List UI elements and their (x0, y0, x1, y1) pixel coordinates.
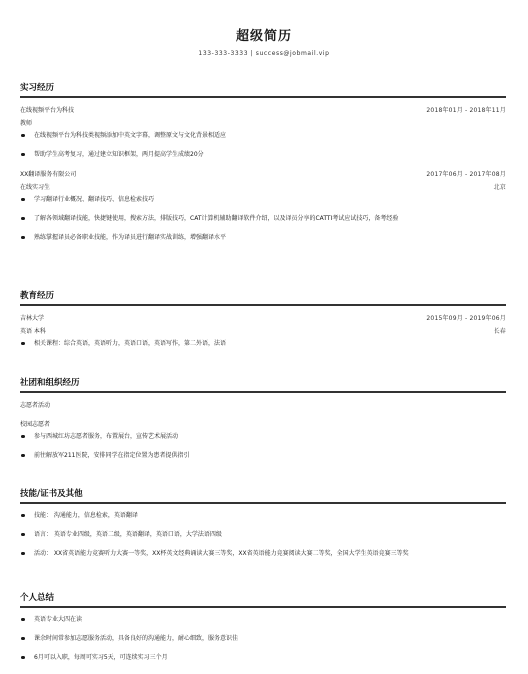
bullet-icon (21, 656, 25, 660)
list-item: 熟练掌握译员必备职业技能，作为译员进行翻译实战训练，增强翻译水平 (20, 232, 506, 251)
education-location: 长春 (493, 327, 506, 335)
bullet-icon (21, 217, 25, 221)
list-item: 学习翻译行业概况、翻译技巧、信息检索技巧 (20, 194, 506, 213)
degree: 英语 本科 (20, 327, 46, 335)
education-dates: 2015年09月 - 2019年06月 (426, 314, 506, 322)
bullet-icon (21, 533, 25, 537)
section-internship (20, 82, 506, 251)
list-item: 了解各领域翻译技能，快捷键使用，搜索方法，排版技巧，CAT计算机辅助翻译软件介绍，以及译员分享的CATTI考试应试技巧，备考经验 (20, 213, 506, 232)
activity-role: 校园志愿者 (20, 420, 51, 428)
section-divider (20, 502, 506, 504)
job-dates: 2018年01月 - 2018年11月 (426, 106, 506, 114)
section-title-education: 教育经历 (20, 291, 55, 301)
list-item: 语言： 英语专业四级，英语二级，英语翻译，英语口语，大学法语四级 (20, 529, 506, 548)
list-item: 活动： XX省英语能力竞赛听力大赛一等奖，XX杯英文经典诵读大赛三等奖，XX省英语能力竞赛阅读大赛二等奖，全国大学生英语竞赛三等奖 (20, 548, 506, 567)
job-location: 北京 (493, 183, 506, 191)
section-activities (20, 377, 506, 469)
job-role: 教师 (20, 119, 33, 127)
list-item: 在线视频平台为科技类视频添加中英文字幕，调整原文与文化背景相适应 (20, 130, 506, 149)
company-name: XX翻译服务有限公司 (20, 170, 77, 178)
section-divider (20, 606, 506, 608)
bullet-icon (21, 618, 25, 622)
list-item: 前往解放军211医院，安排同学在指定位置为患者提供指引 (20, 450, 506, 469)
job-header-row (20, 168, 506, 181)
bullet-icon (21, 435, 25, 439)
bullet-icon (21, 342, 25, 346)
list-item: 课余时间常参加志愿服务活动，具备良好的沟通能力，耐心细致，服务意识佳 (20, 633, 506, 652)
section-education (20, 290, 506, 355)
list-item: 参与西城红坊志愿者服务，布置展台，宣传艺术展活动 (20, 431, 506, 450)
section-skills (20, 488, 506, 567)
section-divider (20, 304, 506, 306)
bullet-icon (21, 236, 25, 240)
bullet-icon (21, 454, 25, 458)
degree-row (20, 325, 506, 338)
list-item: 帮助学生高考复习，通过建立知识框架，两月提高学生成绩20分 (20, 149, 506, 168)
contact-line: 133-333-3333 | success@jobmail.vip (198, 50, 330, 57)
bullet-icon (21, 637, 25, 641)
bullet-icon (21, 514, 25, 518)
section-title-activities: 社团和组织经历 (20, 378, 80, 388)
school-name: 吉林大学 (20, 314, 45, 322)
list-item: 相关课程：综合英语，英语听力，英语口语，英语写作，第二外语，法语 (20, 338, 506, 355)
section-summary (20, 592, 506, 671)
section-title-internship: 实习经历 (20, 83, 55, 93)
school-row (20, 312, 506, 325)
activity-org: 志愿者活动 (20, 401, 51, 409)
list-item: 6月可以入职，每周可实习5天，可连续实习三个月 (20, 652, 506, 671)
section-divider (20, 391, 506, 393)
company-name: 在线视频平台为科技 (20, 106, 75, 114)
bullet-icon (21, 552, 25, 556)
job-role: 在线实习生 (20, 183, 51, 191)
job-role-row (20, 181, 506, 194)
bullet-icon (21, 153, 25, 157)
job-dates: 2017年06月 - 2017年08月 (426, 170, 506, 178)
section-title-skills: 技能/证书及其他 (20, 489, 83, 499)
bullet-icon (21, 134, 25, 138)
job-header-row (20, 104, 506, 117)
section-divider (20, 96, 506, 98)
list-item: 技能： 沟通能力，信息检索，英语翻译 (20, 510, 506, 529)
list-item: 英语专业大四在读 (20, 614, 506, 633)
resume-name: 超级简历 (235, 29, 292, 44)
section-title-summary: 个人总结 (20, 593, 55, 603)
bullet-icon (21, 198, 25, 202)
